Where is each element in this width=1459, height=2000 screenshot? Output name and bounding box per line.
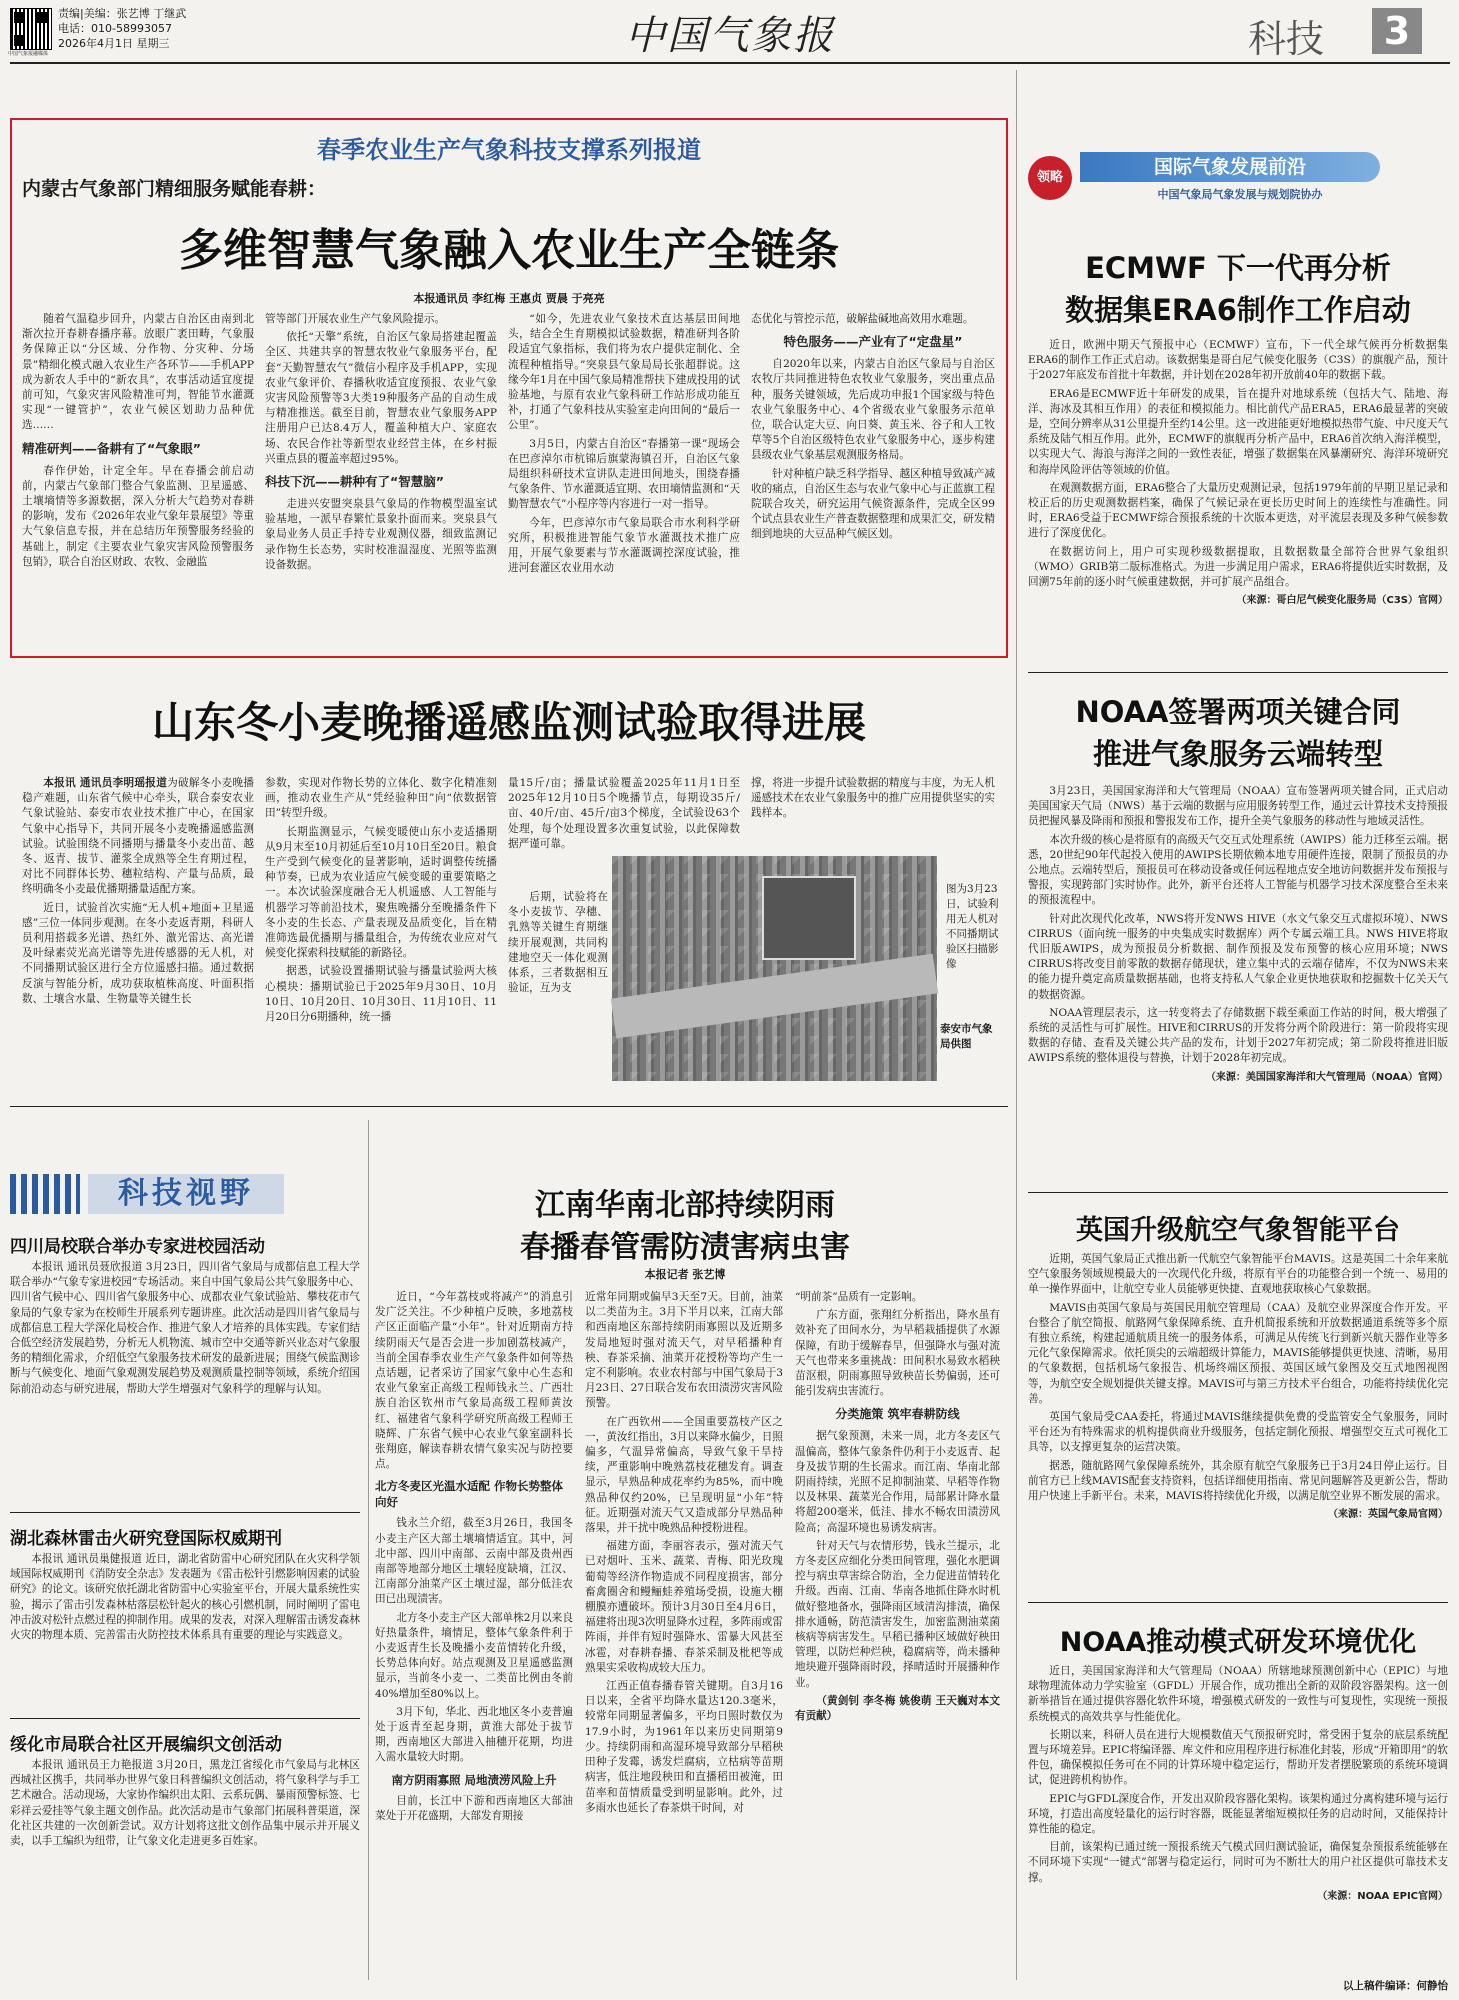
r2-body [1028,784,1448,1085]
r1-title-2: 数据集ERA6制作工作启动 [1065,293,1411,327]
page-number: 3 [1372,8,1422,54]
subheading: 分类施策 筑牢春耕防线 [835,1407,960,1422]
qr-code [10,8,52,50]
tech-vision-title: 科技视野 [88,1174,284,1214]
paragraph: 在广西钦州——全国重要荔枝产区之一，黄汝红指出，3月以来降水偏少，日照偏多，气温异常偏高，导致气象干旱持续，严重影响中晚熟荔枝花穗发育。调查显示，早熟品种成花率约为85%，而中晚熟品种仅约20%，已呈现明显“小年”特征。近期强对流天气又造成部分早熟品种落果，并干扰中晚熟品种授粉进程。 [585,1415,783,1535]
paragraph: ERA6是ECMWF近十年研发的成果，旨在提升对地球系统（包括大气、陆地、海洋、海冰及其相互作用）的表征和模拟能力。相比前代产品ERA5，ERA6最显著的突破是，空间分辨率从31公里提升至约14公里。这一改进能更好地模拟热带气旋、中尺度天气系统及陆气相互作用。此外，ECMWF的旗舰再分析产品中，ERA6首次纳入海洋模型，以实现大气、海浪与海洋之间的一致性表征，增强了数据集在风暴潮研究、海洋环境研究和海岸风险评估等领域的价值。 [1028,387,1448,476]
header-editors: 责编|美编：张艺博 丁继武 [58,7,187,20]
rain-headline-2: 春播春管需防渍害病虫害 [520,1230,850,1265]
wheat-lead: 本报讯 通讯员李明瑶报道 [43,777,168,789]
divider [10,1512,360,1513]
series-title: 春季农业生产气象科技支撑系列报道 [317,136,701,164]
paragraph: 参数，实现对作物长势的立体化、数字化精准刻画，推动农业生产从“凭经验种田”向“依数据管田”转型升级。 [265,777,497,820]
paragraph: 3月下旬，华北、西北地区冬小麦普遍处于返青至起身期，黄淮大部处于拔节期，西南地区大部进入抽穗开花期，均进入需水量较大时期。 [375,1705,573,1764]
tv-article-3-text: 本报讯 通讯员王力艳报道 3月20日，黑龙江省绥化市气象局与北林区西城社区携手，共同举办世界气象日科普编织文创活动，将气象科学与手工艺术融合。活动现场，大家协作编织出太阳、云系玩偶、暴雨预警标签、七彩祥云爱挂等气象主题文创作品。此次活动是市气象部门拓展科普渠道，深化社区共建的一次创新尝试。双方计划将这批文创作品集中展示并开展义卖，以手工编织为纽带，让气象文化走进更多百姓家。 [10,1759,360,1848]
paragraph: 江西正值春播春管关键期。自3月16日以来，全省平均降水量达120.3毫米，较常年同期显著偏多，平均日照时数仅为17.9小时，为1961年以来历史同期第9少。持续阴雨和高湿环境导致部分早稻秧田种子发霉，诱发烂腐病，立枯病等苗期病害，低注地段秧田和直播稻田被淹，田苗率和苗情质量受到明显影响。此外，过多雨水也延长了春茶烘干时间，对 [585,1680,783,1814]
paragraph: 钱永兰介绍，截至3月26日，我国冬小麦主产区大部土壤墒情适宜。其中，河北中部、四川中南部、云南中部及贵州西南部等地部分地区土壤轻度缺墒，江汉、江南部分油菜产区土壤过湿，部分低洼农田已出现渍害。 [375,1517,573,1606]
paragraph: 在观测数据方面，ERA6整合了大量历史观测记录，包括1979年前的早期卫星记录和校正后的历史观测数据档案，确保了气候记录在更长历史时间上的连续性与准确性。同时，ERA6受益于ECMWF综合预报系统的十次版本更迭，对平流层表现及多种气候参数进行了深度优化。 [1028,481,1448,540]
source: （来源：NOAA EPIC官网） [1317,1890,1448,1902]
subheading: 北方冬麦区光温水适配 作物长势整体向好 [375,1479,564,1510]
header-info [58,6,186,51]
paragraph: 今年，巴彦淖尔市气象局联合市水利科学研究所，积极推进智能气象节水灌溉技术推广应用，开展气象要素与节水灌溉调控深度试验，推进河套灌区农业用水动 [508,516,740,575]
paragraph: 针对天气与农情形势，钱永兰提示，北方冬麦区应细化分类田间管理，强化水肥调控与病虫草害综合防治，全力促进苗情转化升级。西南、江南、华南各地抓住降水时机做好整地备水，强降雨区域清沟排渍，确保排水通畅，防范渍害发生，加密监测油菜菌核病等病害发生。早稻已播种区域做好秧田管理，以防烂种烂秧，稳腐病等，尚未播种地块避开强降雨时段，择晴适时开展播种作业。 [795,1539,1000,1689]
paragraph: 据悉，随航路网气象保障系统外，其余原有航空气象服务已于3月24日停止运行。目前官方已上线MAVIS配套支持资料，包括详细使用指南、常见问题解答及更新公告，帮助用户快速上手新平台。未来，MAVIS将持续优化升级，以满足航空业界不断发展的需求。 [1028,1459,1448,1503]
divider [1028,672,1448,673]
paragraph: 广东方面，张翔红分析指出，降水虽有效补充了田间水分，为早稻栽插提供了水源保障，有助于缓解春旱，但强降水与强对流天气也带来多重挑战：田间积水易致水稻秧苗沤根，阴雨寡照导致秧苗长势偏弱，还可能引发病虫害流行。 [795,1309,1000,1398]
qr-caption: 中国气象报融媒体 [8,51,49,57]
source: （来源：英国气象局官网） [1328,1509,1448,1521]
r4-body [1028,1664,1448,1904]
paragraph: 近期，英国气象局正式推出新一代航空气象智能平台MAVIS。这是英国二十余年来航空气象服务领域规模最大的一次现代化升级，将原有平台的功能整合到一个统一、易用的单一操作界面中，让航空专业人员能够更快捷、直观地获取核心气象数据。 [1028,1253,1448,1296]
intl-badge [1028,150,1448,212]
photo-river [611,954,938,1039]
paragraph: 据气象预测，未来一周，北方冬麦区气温偏高，整体气象条件仍利于小麦返青、起身及拔节期的生长需求。而江南、华南北部阴雨持续，光照不足抑制油菜、早稻等作物以及林果、蔬菜光合作用，局部累计降水量将超200毫米，低洼、排水不畅农田渍涝风险高；高湿环境也易诱发病害。 [795,1430,1000,1534]
paragraph: 随着气温稳步回升，内蒙古自治区由南到北渐次拉开春耕春播序幕。放眼广袤田畴，气象服务保障正以“分区域、分作物、分灾种、分场景”精细化模式融入农业生产各环节——手机APP成为新农人手中的“新农具”，农事活动适宜度提前可知，气象灾害风险精准可判，智能节水灌溉实现“一键管护”，农业气候区划助力品种优选…… [22,313,254,432]
paragraph: 自2020年以来，内蒙古自治区气象局与自治区农牧厅共同推进特色农牧业气象服务，突出重点品种，服务关键领域，先后成功申报1个国家级与特色农业气象服务中心、4个省级农业气象服务示范单位，联合认定大豆、向日葵、黄玉米、谷子和人工牧草等5个自治区级特色农业气象服务中心，逐步构建县级农业气象基层观测服务格局。 [751,358,995,462]
paragraph: “如今，先进农业气象技术直达基层田间地头，结合全生育期模拟试验数据，精准研判各阶段适宜气象指标，我们将为农户提供定制化、全流程种植指导。”突泉县气象局局长张超群说。这缘今年1月在中国气象局精准帮扶下建成投用的试验基地，与原有农业气象科研工作站形成功能互补，打通了气象科技从实验室走向田间的“最后一公里”。 [508,313,740,432]
paragraph: 管等部门开展农业生产气象风险提示。 [265,313,446,325]
wheat-col-4 [751,776,995,825]
footer-note: 以上稿件编译：何静怡 [1343,1980,1448,1992]
paragraph: MAVIS由英国气象局与英国民用航空管理局（CAA）及航空业界深度合作开发。平台整合了航空简报、航路网气象保障系统、直升机简报系统和开放数据通道系统等多个原有独立系统，构建起通航质且统一的服务体系，可满足从传统飞行到新兴航天器作业等多元化气象保障需求。依托顶尖的云端超级计算能力，MAVIS能够提供更快速、清晰，易用的气象数据，包括机场气象报告、机场终端区预报、英国区域气象图及交互式地图视图等，为航空安全规划提供关键支撑。MAVIS可与第三方技术平台组合，功能将持续优化完善。 [1028,1301,1448,1405]
rain-byline: 本报记者 张艺博 [644,1268,726,1281]
paragraph: 近日，美国国家海洋和大气管理局（NOAA）所辖地球预测创新中心（EPIC）与地球物理流体动力学实验室（GFDL）开展合作，成功推出全新的双阶段容器架构。这一创新举措旨在通过提供容器化软件环境，增强模式研发的一致性与可复现性，实现统一预报系统模式的高效共享与性能优化。 [1028,1665,1448,1723]
paragraph: 态优化与管控示范，破解盐碱地高效用水难题。 [751,313,974,325]
lead-col-3 [508,312,740,579]
paragraph: 目前，该架构已通过统一预报系统天气模式回归测试验证，确保复杂预报系统能够在不同环境下实现“一键式”部署与稳定运行，同时可为不断壮大的用户社区提供可靠技术支撑。 [1028,1841,1448,1884]
paragraph: 长期以来，科研人员在进行大规模数值天气预报研究时，常受困于复杂的底层系统配置与环境差异。EPIC将编译器、库文件和应用程序进行标准化封装，形成“开箱即用”的软件包，确保模拟任务可在不同的计算环境中稳定运行，帮助开发者摆脱繁琐的系统环境调试，促进跨机构协作。 [1028,1728,1448,1787]
r3-body [1028,1252,1448,1522]
banner-stripes [10,1174,80,1214]
paragraph: 在数据访问上，用户可实现秒级数据提取，且数据数量全部符合世界气象组织（WMO）GRIB第二版标准格式。为进一步满足用户需求，ERA6将提供近实时数据，及回溯75年前的逐小时气候重建数据，并可扩展产品组合。 [1028,545,1448,589]
paragraph: 3月23日，美国国家海洋和大气管理局（NOAA）宣布签署两项关键合同，正式启动美国国家天气局（NWS）基于云端的数据与应用服务转型工作，通过云计算技术支持预报员把握风暴及降雨和预报和警报发布工作，提升全美气象服务的移动性与地域灵活性。 [1028,785,1448,828]
header-rule [10,62,1450,64]
tv-article-2-text: 本报讯 通讯员巢健报道 近日，湖北省防雷中心研究团队在火灾科学领域国际权威期刊《消防安全杂志》发表题为《雷击松针引燃影响因素的试验研究》的论文。该研究依托湖北省防雷中心实验室平台，开展大量系统性实验，揭示了雷击引发森林枯落层松针起火的核心引燃机制，同时阐明了雷电冲击波对松针点燃过程的抑制作用。成果的发表，对深入理解雷击诱发森林火灾的物理本质、完善雷击火防控技术体系具有重要的理论与实践意义。 [10,1553,360,1642]
vertical-divider [1016,70,1017,1980]
paragraph: 针对种植户缺乏科学指导、越区种植导致减产减收的痛点，自治区生态与农业气象中心与正蓝旗工程院联合攻关，研究运用气候资源条件，完成全区99个试点县农业生产普查数据整理和成果汇交，研发精细到地块的大豆品种气候区划。 [751,467,995,541]
photo-plot [762,876,856,960]
header-date: 2026年4月1日 星期三 [58,37,170,50]
tv-article-1-text: 本报讯 通讯员聂欣报道 3月23日，四川省气象局与成都信息工程大学联合举办“气象专家进校园”专场活动。来自中国气象局公共气象服务中心、四川省气候中心、四川省气象服务中心、成都农业气象试验站、攀枝花市气象局的气象专家为在校师生开展系列专题讲座。此次活动是四川省气象局与成都信息工程大学深化局校合作、推进气象人才培养的具体实践。专家们结合低空经济发展趋势，分析无人机物流、城市空中交通等新兴业态对气象服务的精细化需求，介绍低空气象服务技术研发的最新进展；围绕气候监测诊断与气候变化、地面气象观测发展趋势及观测质量控制等领域，系统介绍国际前沿动态与研究进展，帮助大学生增强对气象科学的理解与认知。 [10,1261,360,1395]
paragraph: “明前茶”品质有一定影响。 [795,1291,923,1303]
r4-title: NOAA推动模式研发环境优化 [1059,1627,1417,1658]
paragraph: 近日，欧洲中期天气预报中心（ECMWF）宣布，下一代全球气候再分析数据集ERA6的制作工作正式启动。该数据集是哥白尼气候变化服务（C3S）的旗舰产品，预计于2027年底发布首批十年数据，并计划在2028年初开放前40年的数据下载。 [1028,339,1448,382]
source: （来源：哥白尼气候变化服务局（C3S）官网） [1236,595,1448,607]
paragraph: 量15斤/亩；播量试验覆盖2025年11月1日至2025年12月10日5个晚播节点，每期设35斤/亩、40斤/亩、45斤/亩3个梯度，全试验设63个处理，每个处理设置多次重复试验，以此保障数据严谨可靠。 [508,777,740,850]
lead-byline: 本报通讯员 李红梅 王惠贞 贾晨 于亮亮 [413,292,605,305]
paragraph: EPIC与GFDL深度合作，开发出双阶段容器化架构。该架构通过分离构建环境与运行环境，打造出高度轻量化的运行时容器，既能显著缩短模拟任务的启动时间，又能保持计算性能的稳定。 [1028,1792,1448,1836]
paragraph: 3月5日，内蒙古自治区“春播第一课”现场会在巴彦淖尔市杭锦后旗蒙海镇召开，自治区气象局组织科研技术宣讲队走进田间地头，围绕春播气象条件、节水灌溉适宜期、农田墒情监测和“天勤智慧农气”小程序等内容进行一对一指导。 [508,437,740,511]
source: （来源：美国国家海洋和大气管理局（NOAA）官网） [1205,1071,1448,1083]
rain-col-3 [795,1290,1000,1727]
wheat-col-3b [508,890,608,999]
paragraph: 英国气象局受CAA委托，将通过MAVIS继续提供免费的受监管安全气象服务，同时平台还为有特殊需求的机构提供商业升级服务，包括定制化预报、增强型交互式可视化工具等，以支撑更复杂的运营决策。 [1028,1411,1448,1454]
header-phone: 电话：010-58993057 [58,22,172,35]
wheat-headline: 山东冬小麦晚播遥感监测试验取得进展 [151,698,866,747]
tv-article-2-title: 湖北森林雷击火研究登国际权威期刊 [10,1529,282,1549]
tech-vision-banner [10,1170,292,1218]
photo-credit: 泰安市气象局供图 [940,1023,993,1050]
divider [1028,1602,1448,1603]
wheat-col-2 [265,776,497,1028]
r1-title-1: ECMWF 下一代再分析 [1085,251,1391,285]
divider [10,1106,1008,1107]
paragraph: 目前，长江中下游和西南地区大部油菜处于开花盛期，大部发育期接 [375,1794,573,1822]
paragraph: 本次升级的核心是将原有的高级天气交互式处理系统（AWIPS）能力迁移至云端。据悉，20世纪90年代起投入使用的AWIPS长期依赖本地专用硬件连接，限制了预报员的办公地点。云端转型后，预报员可在移动设备或任何远程地点安全地访问数据并发布预报与警报，实现跨部门实时协作。此外，新平台还将人工智能与机器学习技术深度整合至未来的预报流程中。 [1028,833,1448,907]
subheading: 科技下沉——耕种有了“智慧脑” [265,474,444,490]
rain-headline-1: 江南华南北部持续阴雨 [535,1188,835,1223]
r2-title-2: 推进气象服务云端转型 [1092,737,1383,771]
paragraph [22,776,254,898]
lead-col-4 [751,312,995,546]
paragraph: 春作伊始，计定全年。早在春播会前启动前，内蒙古气象部门整合气象监测、卫星遥感、土壤墒情等多源数据，深入分析大气趋势对春耕的影响，发布《2026年农业气象年景展望》等重大气象信息专报，并在总结历年预警服务经验的基础上，制定《主要农业气象灾害风险预警服务包销》，联合自治区财政、农牧、金融监 [22,464,254,568]
badge-title: 国际气象发展前沿 [1080,152,1380,182]
masthead: 中国气象报 [625,13,835,59]
lead-col-2 [265,312,497,576]
paragraph: 长期监测显示，气候变暖使山东小麦适播期从9月末至10月初延后至10月10日至20日。粮食生产受到气候变化的显著影响，适时调整传统播种节奏，已成为农业适应气候变暖的重要策略之一。本次试验深度融合无人机遥感、人工智能与机器学习等前沿技术，聚焦晚播分至晚播条件下冬小麦的生长态、产量表现及品质变化，旨在精准筛选最优播期与播量组合，为传统农业应对气候变化探索科技赋能的新路径。 [265,825,497,960]
photo-caption: 图为3月23日，试验利用无人机对不同播期试验区扫描影像 [946,883,999,970]
rain-col-2 [585,1290,783,1819]
paragraph: 近常年同期或偏早3天至7天。目前，油菜以二类苗为主。3月下半月以来，江南大部和西南地区东部持续阴雨寡照以及近期多发局地短时强对流天气，对早稻播种育秧、春茶采摘、油菜开花授粉等均产生一定不利影响。农业农村部与中国气象局于3月23日、27日联合发布农田渍涝灾害风险预警。 [585,1291,783,1410]
wheat-col-1 [22,776,254,1010]
paragraph: 近日，试验首次实施“无人机+地面+卫星遥感”三位一体同步观测。在冬小麦返青期，科研人员利用搭载多光谱、热红外、激光雷达、高光谱及叶绿素荧光高光谱等先进传感器的无人机，对不同播期试验区进行全方位遥感扫描。通过数据反演与智能分析，成功获取植株高度、叶面积指数、土壤含水量、生物量等关键生长 [22,901,254,1005]
wheat-col-3 [508,776,740,855]
badge-sub: 中国气象局气象发展与规划院协办 [1157,188,1323,201]
paragraph: 近日，“今年荔枝或将减产”的消息引发广泛关注。不少种植户反映，多地荔枝产区正面临产量“小年”。针对近期南方持续阴雨天气是否会进一步加剧荔枝减产，当前全国春季农业生产气象条件如何等热点话题，记者采访了国家气象中心生态和农业气象室正高级工程师钱永兰、广西壮族自治区钦州市气象局高级工程师黄汝红、福建省气象科学研究所高级工程师王晓辉、广东省气候中心农业气象室副科长张翔庭，解读春耕农情气象实况与防控要点。 [375,1291,573,1471]
r2-title-1: NOAA签署两项关键合同 [1075,695,1401,729]
tv-article-3-title: 绥化市局联合社区开展编织文创活动 [10,1735,282,1755]
r3-title: 英国升级航空气象智能平台 [1076,1215,1400,1246]
r1-body [1028,338,1448,608]
subheading: 特色服务——产业有了“定盘星” [783,334,963,350]
paragraph: 北方冬小麦主产区大部单株2月以来良好热量条件，墒情足，整体气象条件利于小麦返青生长及晚播小麦苗情转化升级，长势总体向好。站点观测及卫星遥感监测显示，当前冬小麦一、二类苗比例由冬前40%增加至80%以上。 [375,1611,573,1700]
badge-circle: 领略 [1028,156,1072,200]
paragraph: 福建方面，李丽容表示，强对流天气已对烟叶、玉米、蔬菜、青梅、阳光玫瑰葡萄等经济作物造成不同程度损害，部分畜禽圈舍和鳗鲡蛙养殖场受损，设施大棚棚膜亦遭破坏。预计3月30日至4月6日，福建将出现3次明显降水过程，多阵雨或雷阵雨，并伴有短时强降水、雷暴大风甚至冰雹，对春耕春播、春茶采制及枇杷等成熟果实采收构成较大压力。 [585,1540,783,1674]
tv-article-1-title: 四川局校联合举办专家进校园活动 [10,1237,265,1257]
lead-headline: 多维智慧气象融入农业生产全链条 [179,225,839,276]
lead-col-1 [22,312,254,573]
section-label: 科技 [1248,17,1325,61]
subheading: 精准研判——备耕有了“气象眼” [22,440,201,456]
vertical-divider [368,1120,369,1980]
paragraph: 后期，试验将在冬小麦拔节、孕穗、乳熟等关键生育期继续开展观测，共同构建地空天一体化观测体系，三者数据相互验证，互为支 [508,891,608,995]
credit: （黄剑钊 李冬梅 姚俊萌 王天巍对本文有贡献） [795,1694,1000,1723]
paragraph: NOAA管理层表示，这一转变将去了存储数据下载至乘面工作站的时间，极大增强了系统的灵活性与可扩展性。HIVE和CIRRUS的开发将分两个阶段进行：第一阶段将实现数据的存储、查看及关键公共产品的发布，计划于2027年初完成；第二阶段将推进旧版AWIPS系统的整体退役与替换，计划于2028年初完成。 [1028,1006,1448,1065]
divider [1028,1192,1448,1193]
paragraph: 依托“天擎”系统，自治区气象局搭建起覆盖全区、共建共享的智慧农牧业气象服务平台，配套“天勤智慧农气”微信小程序及手机APP，实现农业气象评价、春播秋收适宜度预报、农业气象灾害风险预警等3大类19种服务产品的自动生成与精准推送。截至目前，智慧农业气象服务APP注册用户已达8.4万人，覆盖种植大户、家庭农场、农民合作社等新型农业经营主体，在乡村振兴重点县的覆盖率超过95%。 [265,331,497,465]
paragraph: 走进兴安盟突泉县气象局的作物模型温室试验基地，一派早春繁忙景象扑面而来。突泉县气象局业务人员正手持专业观测仪器，细致监测记录作物生长态势，实时校准温湿度、光照等监测设备数据。 [265,498,497,571]
paragraph: 据悉，试验设置播期试验与播量试验两大核心模块：播期试验已于2025年9月30日、10月10日、10月20日、10月30日、11月10日、11月20日分6期播种，统一播 [265,965,497,1024]
rain-col-1 [375,1290,573,1827]
divider [10,1718,360,1719]
lead-kicker: 内蒙古气象部门精细服务赋能春耕： [22,178,327,200]
paragraph: 针对此次现代化改革，NWS将开发NWS HIVE（水文气象交互式虚拟环境）、NWS CIRRUS（面向统一服务的中央集成实时数据库）两个专属云端工具。NWS HIVE将取代旧版AWIPS，成为预报员分析数据、制作预报及发布预警的核心应用环境；NWS CIRRUS将改变目前零散的数据存储现状，建立集中式的云端存储库，不仅为NWS未来的能力提升奠定高质量数据基础，也将支持私人气象企业更快地获取和挖掘数十亿关天气的数据资源。 [1028,912,1448,1001]
subheading: 南方阴雨寡照 局地渍涝风险上升 [391,1772,557,1787]
wheat-photo [612,856,937,1081]
paragraph: 撑，将进一步提升试验数据的精度与丰度，为无人机遥感技术在农业气象服务中的推广应用提供坚实的实践样本。 [751,777,995,820]
wheat-text: 为破解冬小麦晚播稳产难题，山东省气候中心牵头，联合泰安农业气象试验站、泰安市农业技术推广中心，在国家气象中心指导下，共同开展冬小麦晚播遥感监测试验。试验围绕不同播期与播量冬小麦出苗、越冬、返青、拔节、灌浆全成熟等全生育期过程，对比不同群体长势、穗粒结构、产量与品质，最终明确冬小麦最优播期播量适配方案。 [22,777,255,896]
